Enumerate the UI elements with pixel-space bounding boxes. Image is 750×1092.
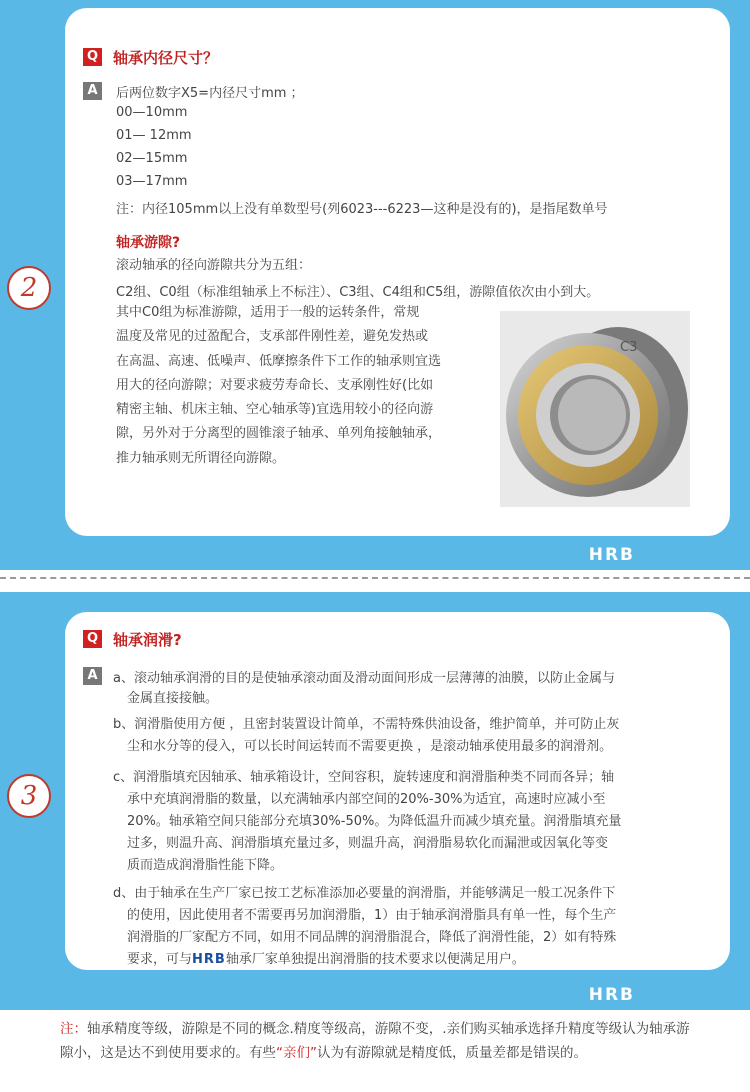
lube-line: b、润滑脂使用方便 ，且密封装置设计简单，不需特殊供油设备，维护简单，并可防止灰	[113, 717, 620, 732]
body-line: 推力轴承则无所谓径向游隙。	[116, 450, 286, 466]
note-text: 认为有游隙就是精度低，质量差都是错误的。	[317, 1045, 587, 1061]
section-divider	[0, 577, 750, 579]
clearance-groups: C2组、C0组（标准组轴承上不标注）、C3组、C4组和C5组，游隙值依次由小到大。	[116, 285, 600, 300]
lube-line: a、滚动轴承润滑的目的是使轴承滚动面及滑动面间形成一层薄薄的油膜，以防止金属与	[113, 671, 615, 686]
answer-line: 01— 12mm	[116, 128, 192, 143]
note-text: 轴承精度等级，游隙是不同的概念.精度等级高，游隙不变，.亲们购买轴承选择升精度等级认为轴承游隙小，这是达不到使用要求的。有些	[60, 1021, 690, 1061]
answer-badge: A	[83, 667, 102, 685]
clearance-intro: 滚动轴承的径向游隙共分为五组：	[116, 258, 312, 273]
body-line: 在高温、高速、低噪声、低摩擦条件下工作的轴承则宜选	[116, 353, 442, 369]
faq-card	[65, 612, 730, 970]
hrb-logo: HRB	[588, 985, 635, 1005]
body-line: 其中C0组为标准游隙，适用于一般的运转条件，常规	[116, 305, 420, 320]
lube-text: 轴承厂家单独提出润滑脂的技术要求以便满足用户。	[225, 952, 525, 967]
body-line: 精密主轴、机床主轴、空心轴承等)宜选用较小的径向游	[116, 402, 434, 418]
bearing-label: C3	[620, 340, 638, 355]
clearance-subtitle: 轴承游隙?	[116, 235, 181, 251]
answer-line: 02—15mm	[116, 151, 188, 166]
answer-line: 后两位数字X5=内径尺寸mm ；	[116, 86, 304, 101]
lube-line-last	[127, 948, 525, 967]
bearing-image	[500, 311, 690, 507]
lube-line: d、由于轴承在生产厂家已按工艺标准添加必要量的润滑脂，并能够满足一般工况条件下	[113, 886, 616, 901]
answer-line: 03—17mm	[116, 174, 188, 189]
hrb-logo: HRB	[588, 545, 635, 565]
question-badge: Q	[83, 48, 102, 66]
faq-panel-lubrication	[0, 592, 750, 1010]
body-line: 用大的径向游隙；对要求疲劳寿命长、支承刚性好(比如	[116, 377, 434, 393]
lube-line: 质而造成润滑脂性能下降。	[127, 858, 284, 873]
note-label: 注：	[60, 1021, 87, 1037]
lube-line: 润滑脂的厂家配方不同，如用不同品牌的润滑脂混合，降低了润滑性能，2）如有特殊	[127, 930, 617, 945]
section-number-badge: 3	[7, 774, 51, 818]
answer-note: 注：内径105mm以上没有单数型号(列6023---6223—这种是没有的)，是指尾数单号	[116, 202, 608, 217]
answer-badge: A	[83, 82, 102, 100]
body-line: 隙，另外对于分离型的圆锥滚子轴承、单列角接触轴承，	[116, 426, 442, 442]
hrb-inline-logo: HRB	[192, 952, 226, 967]
question-title: 轴承润滑?	[113, 631, 182, 649]
lube-line: 过多，则温升高、润滑脂填充量过多，则温升高，润滑脂易软化而漏泄或因氧化等变	[127, 836, 609, 851]
question-badge: Q	[83, 630, 102, 648]
lube-text: 要求，可与	[127, 952, 193, 967]
note-highlight: “亲们”	[276, 1045, 317, 1061]
body-line: 温度及常见的过盈配合，支承部件刚性差，避免发热或	[116, 329, 429, 345]
lube-line: 20%。轴承箱空间只能部分充填30%-50%。为降低温升而减少填充量。润滑脂填充量	[127, 814, 622, 829]
answer-line: 00—10mm	[116, 105, 188, 120]
section-number-badge: 2	[7, 266, 51, 310]
clearance-body	[116, 301, 441, 471]
question-title: 轴承内径尺寸？	[113, 49, 219, 67]
lube-line: c、润滑脂填充因轴承、轴承箱设计，空间容积，旋转速度和润滑脂种类不同而各异；轴	[113, 770, 615, 785]
lube-line: 承中充填润滑脂的数量，以充满轴承内部空间的20%-30%为适宜，高速时应减小至	[127, 792, 606, 807]
lube-line: 尘和水分等的侵入，可以长时间运转而不需要更换 ，是滚动轴承使用最多的润滑剂。	[127, 739, 613, 754]
lube-line: 的使用，因此使用者不需要再另加润滑脂，1）由于轴承润滑脂具有单一性，每个生产	[127, 908, 617, 923]
lube-line: 金属直接接触。	[127, 691, 219, 706]
footer-note	[60, 1017, 700, 1065]
